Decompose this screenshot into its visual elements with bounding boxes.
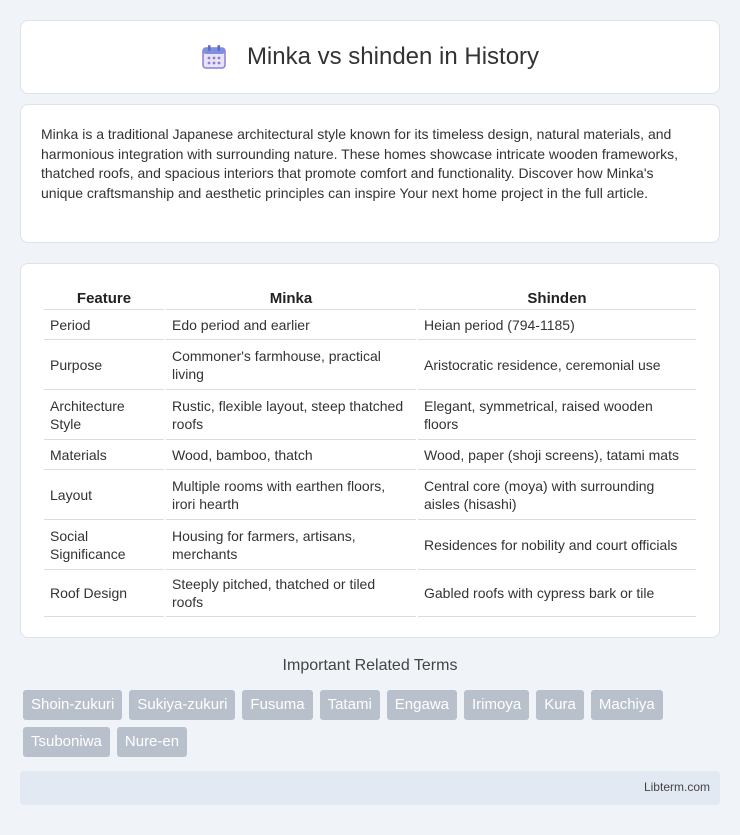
- tag-tatami[interactable]: Tatami: [320, 690, 380, 720]
- related-terms-tags: [23, 690, 713, 757]
- cell-minka: Edo period and earlier: [166, 310, 416, 340]
- cell-shinden: Elegant, symmetrical, raised wooden floors: [418, 390, 696, 440]
- cell-minka: Steeply pitched, thatched or tiled roofs: [166, 570, 416, 617]
- page-title: Minka vs shinden in History: [246, 43, 540, 70]
- cell-minka: Rustic, flexible layout, steep thatched roofs: [166, 390, 416, 440]
- tag-engawa[interactable]: Engawa: [387, 690, 457, 720]
- table-row: [44, 440, 696, 470]
- cell-feature: Materials: [44, 440, 164, 470]
- cell-minka: Multiple rooms with earthen floors, irori hearth: [166, 470, 416, 520]
- intro-card: [20, 104, 720, 243]
- footer: [20, 771, 720, 805]
- header-minka: Minka: [166, 284, 416, 310]
- comparison-table: [42, 284, 698, 617]
- table-row: [44, 570, 696, 617]
- calendar-icon: [201, 44, 227, 70]
- table-row: [44, 310, 696, 340]
- tag-fusuma[interactable]: Fusuma: [242, 690, 312, 720]
- related-terms-title: Important Related Terms: [282, 657, 458, 674]
- tag-shoin-zukuri[interactable]: Shoin-zukuri: [23, 690, 122, 720]
- cell-feature: Purpose: [44, 340, 164, 390]
- cell-shinden: Central core (moya) with surrounding aisles (hisashi): [418, 470, 696, 520]
- cell-feature: Layout: [44, 470, 164, 520]
- header-shinden: Shinden: [418, 284, 696, 310]
- table-row: [44, 470, 696, 520]
- table-row: [44, 340, 696, 390]
- intro-text: Minka is a traditional Japanese architectural style known for its timeless design, natural materials, and harmonious integration with surrounding nature. These homes showcase intricate wooden frameworks, thatched roofs, and spacious interiors that promote comfort and functionality. Discover how Minka's unique craftsmanship and aesthetic principles can inspire Your next home project in the full article.: [41, 126, 679, 201]
- tag-machiya[interactable]: Machiya: [591, 690, 663, 720]
- table-row: [44, 390, 696, 440]
- title-card: [20, 20, 720, 94]
- header-feature: Feature: [44, 284, 164, 310]
- tag-nure-en[interactable]: Nure-en: [117, 727, 187, 757]
- table-row: [44, 520, 696, 570]
- tag-tsuboniwa[interactable]: Tsuboniwa: [23, 727, 110, 757]
- cell-feature: Social Significance: [44, 520, 164, 570]
- tag-kura[interactable]: Kura: [536, 690, 584, 720]
- footer-site-link[interactable]: Libterm.com: [643, 780, 710, 794]
- table-header-row: [44, 284, 696, 310]
- comparison-table-card: [20, 263, 720, 638]
- tag-irimoya[interactable]: Irimoya: [464, 690, 529, 720]
- cell-minka: Commoner's farmhouse, practical living: [166, 340, 416, 390]
- cell-feature: Architecture Style: [44, 390, 164, 440]
- cell-feature: Period: [44, 310, 164, 340]
- cell-shinden: Heian period (794-1185): [418, 310, 696, 340]
- tag-sukiya-zukuri[interactable]: Sukiya-zukuri: [129, 690, 235, 720]
- cell-shinden: Residences for nobility and court officials: [418, 520, 696, 570]
- cell-feature: Roof Design: [44, 570, 164, 617]
- cell-shinden: Aristocratic residence, ceremonial use: [418, 340, 696, 390]
- cell-minka: Wood, bamboo, thatch: [166, 440, 416, 470]
- cell-shinden: Wood, paper (shoji screens), tatami mats: [418, 440, 696, 470]
- cell-shinden: Gabled roofs with cypress bark or tile: [418, 570, 696, 617]
- cell-minka: Housing for farmers, artisans, merchants: [166, 520, 416, 570]
